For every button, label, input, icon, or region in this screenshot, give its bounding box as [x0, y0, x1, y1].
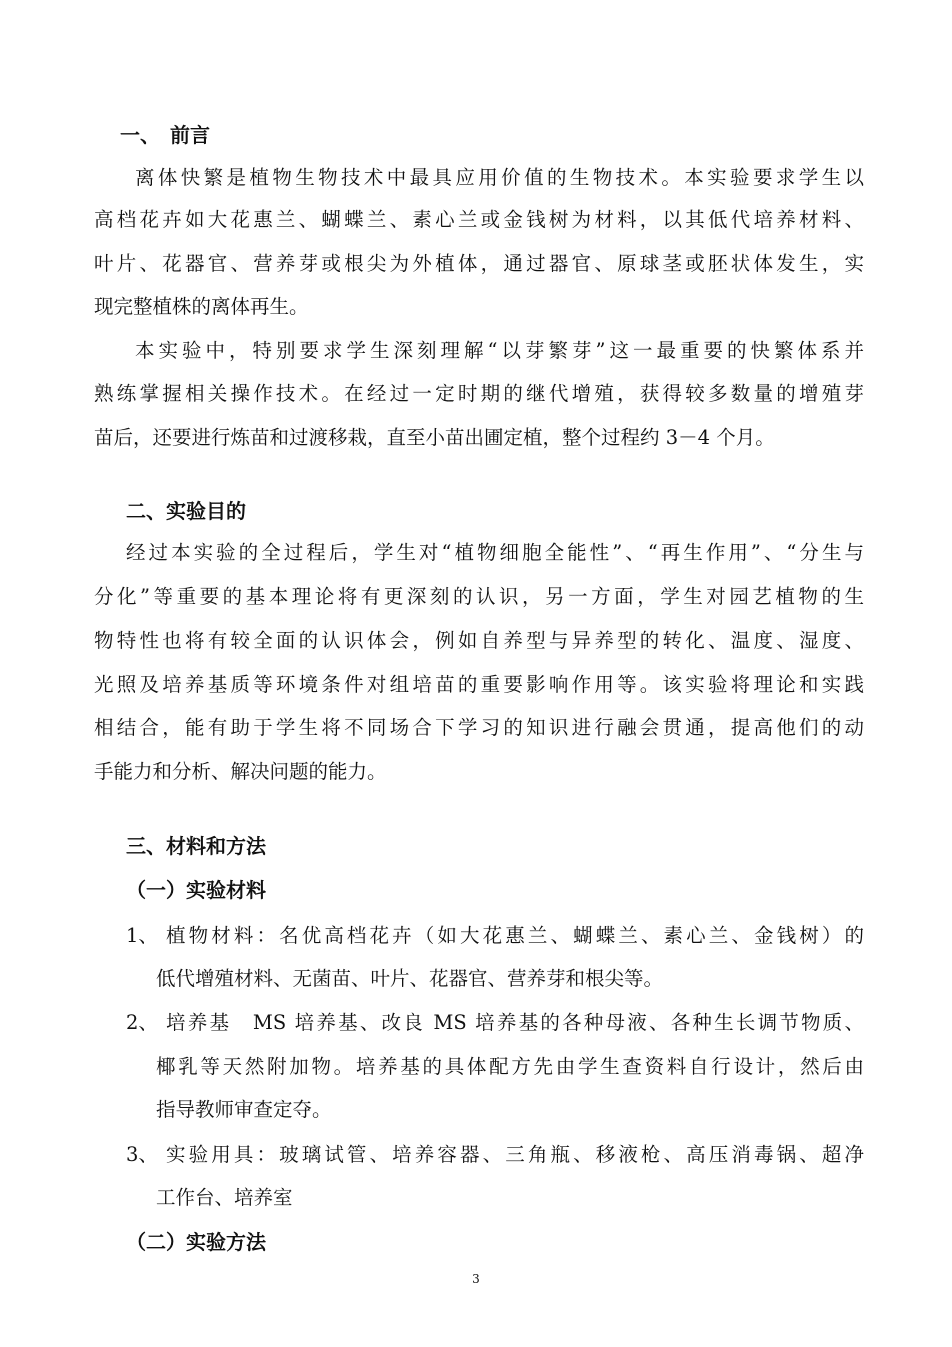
- preface-para2-line2: 熟练掌握相关操作技术。在经过一定时期的继代增殖，获得较多数量的增殖芽: [94, 382, 864, 405]
- objective-para-line5: 相结合，能有助于学生将不同场合下学习的知识进行融会贯通，提高他们的动: [94, 716, 864, 739]
- item2-line1: 培养基 MS 培养基、改良 MS 培养基的各种母液、各种生长调节物质、: [166, 1011, 864, 1034]
- objective-para-line2: 分化”等重要的基本理论将有更深刻的认识，另一方面，学生对园艺植物的生: [94, 585, 864, 608]
- objective-para-line3: 物特性也将有较全面的认识体会，例如自养型与异养型的转化、温度、湿度、: [94, 629, 864, 652]
- objective-para-line1: 经过本实验的全过程后，学生对“植物细胞全能性”、“再生作用”、“分生与: [126, 541, 864, 564]
- preface-para2-line3: 苗后，还要进行炼苗和过渡移栽，直至小苗出圃定植，整个过程约 3－4 个月。: [94, 426, 775, 449]
- section-heading-preface: 一、 前言: [120, 123, 210, 147]
- item2-line2: 椰乳等天然附加物。培养基的具体配方先由学生查资料自行设计，然后由: [156, 1055, 864, 1078]
- item1-line2: 低代增殖材料、无菌苗、叶片、花器官、营养芽和根尖等。: [156, 967, 664, 990]
- subheading-methods: （二）实验方法: [126, 1230, 266, 1254]
- item3-line2: 工作台、培养室: [156, 1186, 293, 1209]
- item-number-3: 3、: [126, 1143, 158, 1166]
- item3-line1: 实验用具：玻璃试管、培养容器、三角瓶、移液枪、高压消毒锅、超净: [166, 1143, 864, 1166]
- section-heading-materials-methods: 三、材料和方法: [126, 834, 266, 858]
- preface-para1-line4: 现完整植株的离体再生。: [94, 295, 309, 318]
- objective-para-line4: 光照及培养基质等环境条件对组培苗的重要影响作用等。该实验将理论和实践: [94, 673, 864, 696]
- objective-para-line6: 手能力和分析、解决问题的能力。: [94, 760, 387, 783]
- item-number-1: 1、: [126, 924, 158, 947]
- item-number-2: 2、: [126, 1011, 158, 1034]
- subheading-materials: （一）实验材料: [126, 878, 266, 902]
- preface-para1-line1: 离体快繁是植物生物技术中最具应用价值的生物技术。本实验要求学生以: [135, 166, 864, 189]
- page-number: 3: [472, 1272, 480, 1286]
- preface-para2-line1: 本实验中，特别要求学生深刻理解“以芽繁芽”这一最重要的快繁体系并: [135, 339, 864, 362]
- item1-line1: 植物材料：名优高档花卉（如大花惠兰、蝴蝶兰、素心兰、金钱树）的: [166, 924, 864, 947]
- section-heading-objective: 二、实验目的: [126, 499, 246, 523]
- item2-line3: 指导教师审查定夺。: [156, 1098, 332, 1121]
- preface-para1-line3: 叶片、花器官、营养芽或根尖为外植体，通过器官、原球茎或胚状体发生，实: [94, 252, 864, 275]
- preface-para1-line2: 高档花卉如大花惠兰、蝴蝶兰、素心兰或金钱树为材料，以其低代培养材料、: [94, 208, 864, 231]
